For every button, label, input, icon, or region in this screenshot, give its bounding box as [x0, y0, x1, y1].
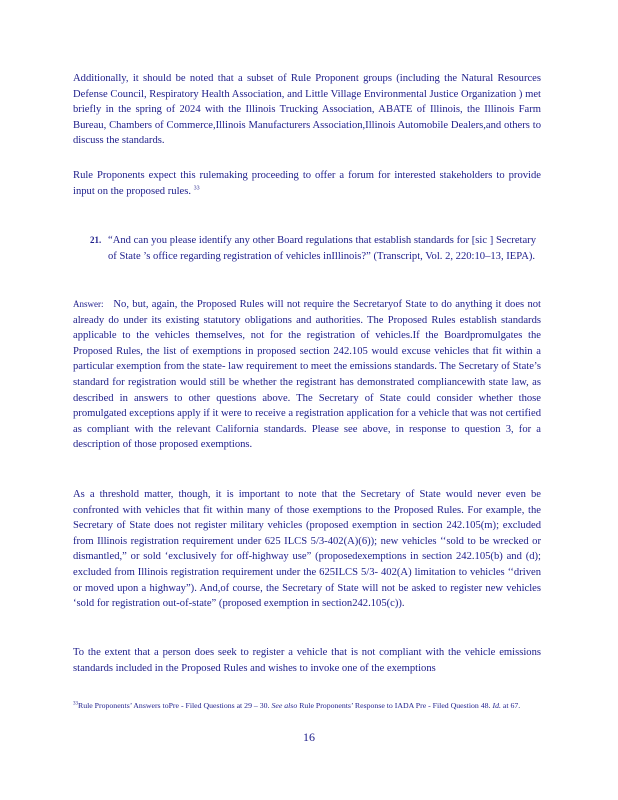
footnote-text-b: Rule Proponents’ Response to IADA Pre - Filed Question 48. — [299, 701, 491, 710]
answer-label: Answer: — [73, 299, 104, 309]
question-21 — [90, 233, 536, 264]
footnote-33 — [73, 699, 538, 712]
footnote-id-label: Id. — [492, 701, 501, 710]
question-text: “And can you please identify any other Board regulations that establish standards for [sic ] Secretary of State ’s office regarding registration of vehicles inIllinois?” (Transcript, Vol. 2, 220:10–13, IEPA). — [108, 235, 536, 262]
paragraph-text: Additionally, it should be noted that a subset of Rule Proponent groups (including the Natural Resources Defense Council, Respiratory Health Association, and Little Village Environmental Justice Organization ) met briefly in the spring of 2024 with the Illinois Trucking Association, ABATE of Illinois, the Illinois Farm Bureau, Chambers of Commerce,Illinois Manufacturers Association,Illinois Automobile Dealers,and others to discuss the standards. — [73, 73, 541, 147]
paragraph-text: As a threshold matter, though, it is important to note that the Secretary of State would never even be confronted with vehicles that fit within many of those exemptions to the Proposed Rules. For example, the Secretary of State does not register military vehicles (proposed exemption in section 242.105(m); excluded from Illinois registration requirement under 625 ILCS 5/3-402(A)(6)); new vehicles ‘‘sold to be wrecked or dismantled,” or sold ‘exclusively for off-highway use” (proposedexemptions in section 242.105(b) and (d); excluded from Illinois registration requirement under the 625ILCS 5/3- 402(A) limitation to vehicles ‘‘driven or moved upon a highway”). And,of course, the Secretary of State will not be asked to register new vehicles ‘sold for registration out-of-state” (proposed exemption in section242.105(c)). — [73, 489, 541, 610]
page-number: 16 — [303, 730, 315, 744]
footnote-text-a: Rule Proponents’ Answers toPre - Filed Questions at 29 – 30. — [78, 701, 270, 710]
footnote-reference[interactable]: 33 — [193, 185, 200, 192]
paragraph-text: To the extent that a person does seek to register a vehicle that is not compliant with the vehicle emissions standards included in the Proposed Rules and wishes to invoke one of the exemptions — [73, 647, 541, 674]
paragraph-threshold-matter — [73, 487, 541, 612]
paragraph-exemptions — [73, 645, 541, 676]
footnote-number: 33 — [73, 701, 78, 707]
paragraph-rule-proponents-forum — [73, 168, 541, 199]
paragraph-text: Rule Proponents expect this rulemaking proceeding to offer a forum for interested stakeholders to provide input on the proposed rules. — [73, 170, 541, 197]
answer-paragraph — [73, 297, 541, 453]
footnote-text-c: at 67. — [502, 701, 521, 710]
answer-text: No, but, again, the Proposed Rules will not require the Secretaryof State to do anything it does not already do under its existing statutory obligations and authorities. The Proposed Rules establish standards applicable to the vehicles themselves, not for the registration of vehicles.If the Boardpromulgates the Proposed Rules, the list of exemptions in proposed section 242.105 would excuse vehicles that fit within a particular exemption from the state- law requirement to meet the emissions standards. The Secretary of State’s standard for registration would still be whether the registrant has demonstrated compliancewith state law, as described in answers to other questions above. The Secretary of State could consider whether those promulgated exceptions apply if it were to receive a registration application for a vehicle that was not certified as compliant with the relevant California standards. Please see above, in response to question 3, for a description of those proposed exemptions. — [73, 299, 542, 451]
question-number: 21. — [90, 235, 102, 245]
footnote-see-also: See also — [271, 701, 298, 710]
paragraph-stakeholder-meeting — [73, 71, 541, 149]
